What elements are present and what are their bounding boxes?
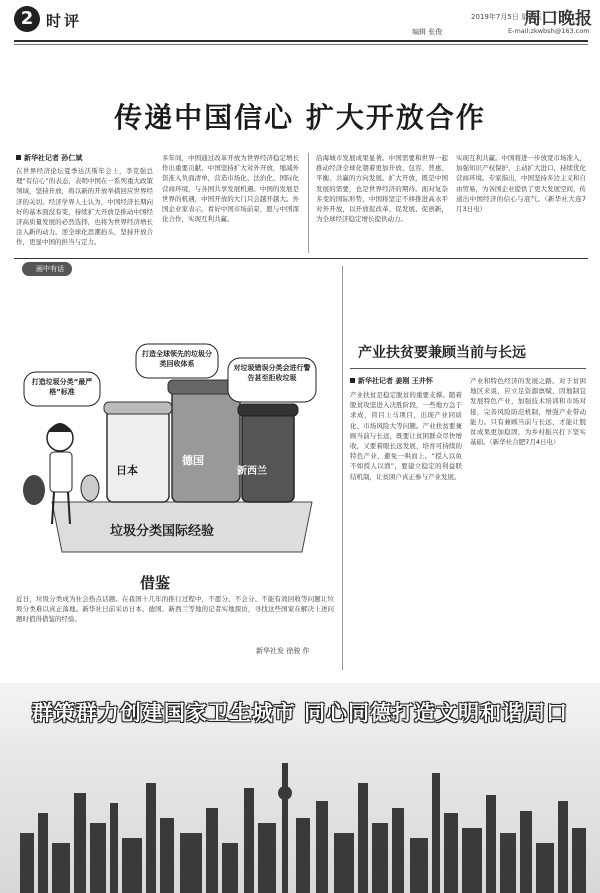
main-article-column-1: 在世界经济论坛夏季达沃斯年会上，李克强总理“有信心”的表态，表明中国在一系列重大政策领域，坚持开放，将以新的开放举措回应世界经济的关切。经济学界人士认为，中国经济长期向好的基本面没有变，持续扩大开放是推动中国经济高质量发展的必然选择，也将为世界经济增长注入新的动力。逆全球化思潮抬头，坚持开放合作，更显中国的担当与定力。 <box>16 167 153 247</box>
cartoon-caption-text: 近日，垃圾分类成为社会热点话题。在我国十几年的推行过程中，不愿分、不会分、不能有效回收等问题让垃圾分类难以真正落地。新华社日前采访日本、德国、新西兰等地的记者实地探访，寻找这些国家在解决上述问题时值得借鉴的经验。 <box>16 595 334 624</box>
bin-label-germany: 德国 <box>182 454 204 467</box>
header-rule <box>14 40 588 42</box>
cartoon-credit: 新华社发 徐骏 作 <box>256 647 310 655</box>
platform-label: 垃圾分类国际经验 <box>110 524 215 539</box>
main-article-column-4: 实现互利共赢。中国将进一步放宽市场准入，加强知识产权保护，主动扩大进口，持续优化营商环境。专家指出，中国坚持多边主义和自由贸易，为各国企业提供了更大发展空间，传递出中国经济的信心与底气。（新华社大连7月3日电） <box>456 154 586 214</box>
bubble-japan: 打造垃圾分类“最严格”标准 <box>31 378 93 396</box>
main-byline: 新华社记者 孙仁斌 <box>16 153 82 163</box>
section-title: 时评 <box>46 12 83 30</box>
page-number: 2 <box>14 6 40 32</box>
side-headline: 产业扶贫要兼顾当前与长远 <box>358 345 526 361</box>
side-article-column-2: 产业和特色经济的发展之路。对于贫困地区来说，应立足资源禀赋，因地制宜发展特色产业，加强技术培训和市场对接，完善风险防范机制，增强产业带动能力。只有兼顾当前与长远，才能让脱贫成果更加稳固，为乡村振兴打下坚实基础。（新华社合肥7月4日电） <box>470 377 586 447</box>
newspaper-logo: 周口晚报 <box>524 9 592 29</box>
editor-email: E-mail:zkwbsh@163.com <box>508 27 590 35</box>
column-divider <box>308 153 309 253</box>
editor-credit: 编辑 张俊 <box>412 28 443 36</box>
header-rule-thin <box>14 44 588 45</box>
side-headline-rule <box>350 368 586 369</box>
main-headline: 传递中国信心 扩大开放合作 <box>114 101 486 134</box>
article-divider <box>342 266 343 670</box>
main-article-column-3: 沿海城市发展成果显著。中国需要和世界一起推动经济全球化朝着更加开放、包容、普惠、平衡、共赢的方向发展。扩大开放，既是中国发展的需要，也是世界经济的期待。面对复杂多变的国际形势，中国将坚定不移推进高水平对外开放，以开放促改革、促发展、促创新，为全球经济稳定增长提供动力。 <box>316 154 448 224</box>
side-article-column-1: 产业扶贫是稳定脱贫的重要支撑。随着脱贫攻坚进入决胜阶段，一些地方急于求成，盲目上马项目，出现产业同质化、市场风险大等问题。产业扶贫要兼顾当前与长远，既要让贫困群众尽快增收，又要着眼长远发展，培育可持续的特色产业，避免一哄而上。“授人以鱼不如授人以渔”，要建立稳定的利益联结机制，让贫困户真正参与产业发展。 <box>350 391 462 481</box>
cartoon-caption-title: 借鉴 <box>140 574 171 592</box>
banner-slogan: 群策群力创建国家卫生城市 同心同德打造文明和谐周口 <box>31 700 569 725</box>
section-rule <box>14 258 588 259</box>
bin-label-new-zealand: 新西兰 <box>237 466 267 477</box>
cartoon-tag: 画中有话 <box>22 262 72 276</box>
bubble-germany: 打造全球领先的垃圾分类回收体系 <box>142 350 212 368</box>
issue-date: 2019年7月5日 星期五 <box>471 13 542 21</box>
bubble-new-zealand: 对垃圾错误分类会进行警告甚至拒收垃圾 <box>233 364 311 382</box>
main-article-column-2: 多年间，中国通过改革开放为世界经济稳定增长作出重要贡献。中国坚持扩大对外开放，缩减外资准入负面清单，营造市场化、法治化、国际化营商环境，与各国共享发展机遇。中国的发展是世界的机遇，中国开放的大门只会越开越大。外国企业家表示，看好中国市场前景，愿与中国深化合作，实现互利共赢。 <box>162 154 299 224</box>
bin-label-japan: 日本 <box>116 464 138 477</box>
side-byline: 新华社记者 姜刚 王井怀 <box>350 376 433 386</box>
